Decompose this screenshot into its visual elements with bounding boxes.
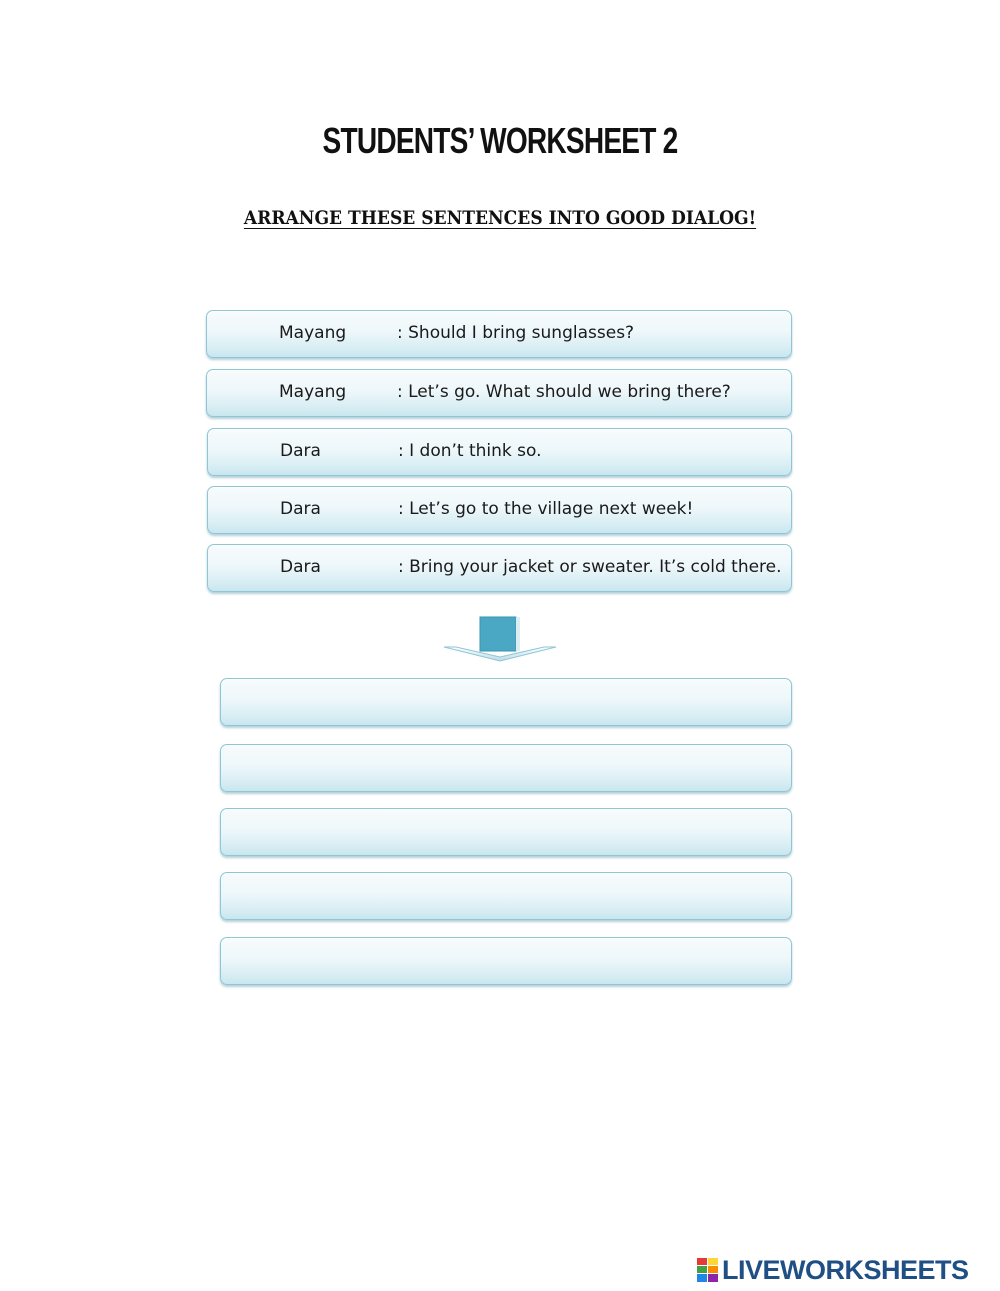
liveworksheets-logo[interactable]	[697, 1255, 969, 1285]
sentence-speaker: Dara	[280, 499, 321, 519]
sentence-card-5[interactable]	[207, 544, 792, 592]
sentence-speaker: Mayang	[279, 382, 347, 402]
sentence-card-4[interactable]	[207, 486, 792, 534]
sentence-text: : I don’t think so.	[398, 441, 542, 461]
worksheet-title: STUDENTS’ WORKSHEET 2	[322, 120, 678, 161]
sentence-card-1[interactable]	[206, 310, 792, 358]
answer-box-1[interactable]	[220, 678, 792, 726]
sentence-speaker: Dara	[280, 441, 321, 461]
liveworksheets-logo-text: LIVEWORKSHEETS	[722, 1255, 969, 1285]
sentence-text: : Let’s go. What should we bring there?	[397, 382, 731, 402]
liveworksheets-logo-icon	[697, 1258, 719, 1282]
answer-box-4[interactable]	[220, 872, 792, 920]
worksheet-instruction: ARRANGE THESE SENTENCES INTO GOOD DIALOG!	[243, 207, 757, 229]
sentence-text: : Should I bring sunglasses?	[397, 323, 635, 343]
sentence-speaker: Dara	[280, 557, 321, 577]
sentence-speaker: Mayang	[279, 323, 347, 343]
answer-box-2[interactable]	[220, 744, 792, 792]
sentence-card-3[interactable]	[207, 428, 792, 476]
sentence-card-2[interactable]	[206, 369, 792, 417]
answer-box-3[interactable]	[220, 808, 792, 856]
sentence-text: : Let’s go to the village next week!	[398, 499, 694, 519]
arrow-down-icon	[442, 615, 558, 663]
answer-box-5[interactable]	[220, 937, 792, 985]
sentence-text: : Bring your jacket or sweater. It’s cold there.	[398, 557, 782, 577]
